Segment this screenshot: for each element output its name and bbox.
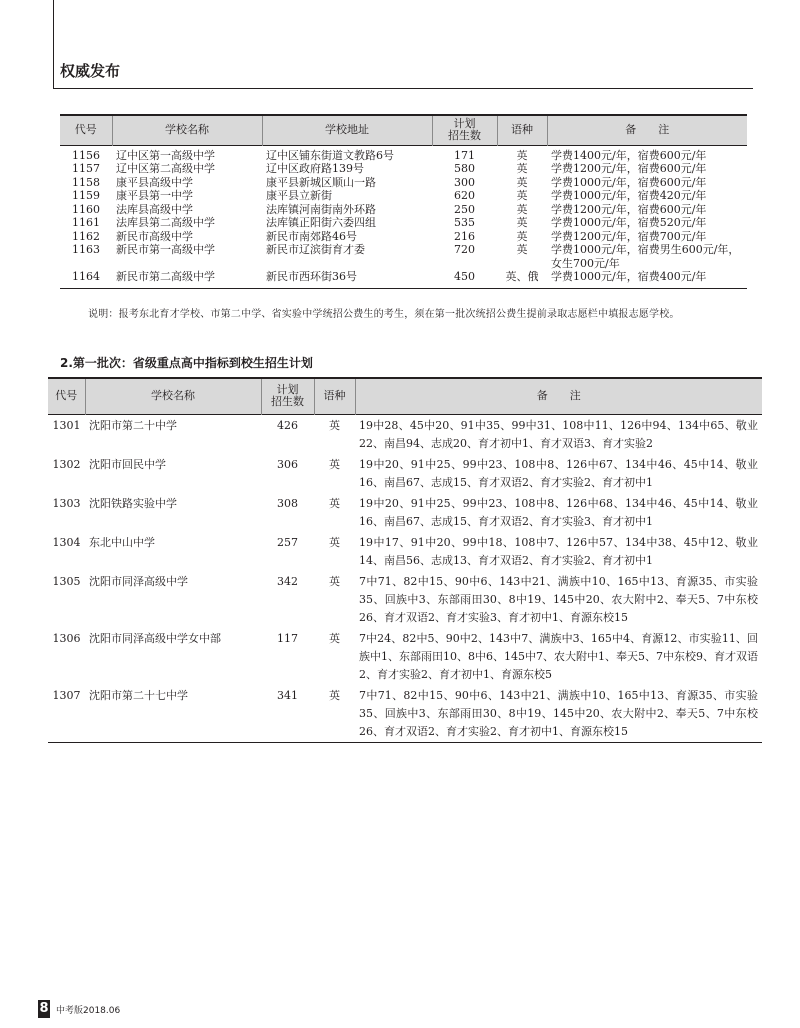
col-school-name: 学校名称	[85, 378, 261, 414]
cell-language: 英	[516, 229, 528, 243]
table-row	[60, 189, 747, 203]
cell-school-name: 新民市第二高级中学	[116, 270, 215, 283]
table-row	[60, 203, 747, 217]
cell-address: 法库镇河南街南外环路	[266, 202, 376, 216]
cell-remark: 19中20、91中25、99中23、108中8、126中68、134中46、45中14、敬业16、南昌67、志成15、育才双语2、育才实验3、育才初中1	[359, 496, 758, 528]
cell-school-name: 康平县高级中学	[116, 175, 193, 189]
table-row	[48, 414, 762, 454]
cell-language: 英	[516, 189, 528, 202]
cell-school-name: 新民市高级中学	[116, 229, 193, 243]
cell-language: 英	[516, 175, 528, 189]
cell-code: 1306	[52, 631, 81, 645]
col-remark: 备 注	[547, 115, 747, 145]
cell-code: 1164	[72, 270, 100, 283]
section-title: 权威发布	[60, 62, 121, 80]
cell-code: 1304	[52, 535, 81, 549]
cell-code: 1156	[72, 148, 100, 162]
cell-school-name: 沈阳市回民中学	[89, 457, 166, 471]
cell-language: 英	[516, 202, 528, 216]
cell-language: 英	[516, 162, 528, 175]
cell-remark: 学费1200元/年，宿费600元/年	[551, 162, 707, 175]
cell-quota: 535	[454, 216, 475, 229]
cell-remark: 学费1000元/年，宿费420元/年	[551, 189, 707, 202]
cell-quota: 306	[277, 457, 298, 471]
school-table-1	[60, 114, 747, 289]
cell-code: 1159	[72, 189, 100, 202]
cell-school-name: 沈阳铁路实验中学	[89, 496, 177, 510]
header-vertical-rule	[53, 0, 54, 88]
cell-code: 1157	[72, 162, 100, 175]
cell-code: 1158	[72, 175, 100, 189]
cell-remark: 学费1000元/年，宿费600元/年	[551, 175, 707, 189]
cell-address: 康平县立新街	[266, 189, 332, 202]
cell-remark: 学费1200元/年，宿费700元/年	[551, 229, 707, 243]
school-table-2	[48, 377, 762, 743]
cell-address: 新民市南郊路46号	[266, 229, 357, 243]
cell-quota: 216	[454, 229, 475, 243]
cell-school-name: 法库县高级中学	[116, 202, 193, 216]
col-quota: 计划 招生数	[432, 115, 497, 145]
cell-quota: 300	[454, 175, 475, 189]
cell-quota: 171	[454, 148, 475, 162]
table-row	[60, 270, 747, 288]
cell-quota: 308	[277, 496, 298, 510]
cell-quota: 720	[454, 243, 475, 256]
cell-language: 英、俄	[505, 270, 539, 283]
header-horizontal-rule	[53, 88, 753, 89]
cell-address: 新民市西环街36号	[266, 270, 357, 283]
cell-school-name: 沈阳市第二十七中学	[89, 688, 188, 702]
table-row	[48, 532, 762, 571]
cell-code: 1302	[52, 457, 81, 471]
cell-language: 英	[516, 148, 528, 162]
cell-address: 康平县新城区顺山一路	[266, 175, 376, 189]
cell-school-name: 沈阳市同泽高级中学	[89, 574, 188, 588]
cell-address: 新民市辽滨街育才委	[266, 243, 365, 256]
cell-address: 辽中区铺东街道文教路6号	[266, 148, 394, 162]
table-row	[60, 162, 747, 176]
cell-quota: 117	[277, 631, 298, 645]
col-remark: 备 注	[355, 378, 762, 414]
cell-language: 英	[516, 216, 528, 229]
cell-code: 1303	[52, 496, 81, 510]
table-row	[60, 216, 747, 230]
cell-address: 辽中区政府路139号	[266, 162, 364, 175]
col-address: 学校地址	[262, 115, 432, 145]
cell-code: 1301	[52, 418, 81, 432]
cell-remark: 学费1000元/年，宿费400元/年	[551, 270, 707, 283]
cell-school-name: 东北中山中学	[89, 535, 155, 549]
table-row	[48, 571, 762, 628]
table-row	[60, 145, 747, 162]
cell-remark: 7中71、82中15、90中6、143中21、满族中10、165中13、育源35、市实验35、回族中3、东部雨田30、8中19、145中20、农大附中2、奉天5、7中东校26、育才双语2、育才实验3、育才初中1、育源东校15	[359, 574, 758, 624]
cell-code: 1161	[72, 216, 100, 229]
cell-remark: 19中17、91中20、99中18、108中7、126中57、134中38、45中12、敬业14、南昌56、志成13、育才双语2、育才实验2、育才初中1	[359, 535, 758, 567]
table-row	[48, 454, 762, 493]
table-row	[60, 243, 747, 270]
table-row	[48, 493, 762, 532]
cell-code: 1305	[52, 574, 81, 588]
col-code: 代号	[60, 115, 112, 145]
cell-quota: 257	[277, 535, 298, 549]
cell-remark: 19中28、45中20、91中35、99中31、108中11、126中94、134中65、敬业22、南昌94、志成20、育才初中1、育才双语3、育才实验2	[359, 418, 758, 450]
col-language: 语种	[314, 378, 355, 414]
cell-school-name: 沈阳市第二十中学	[89, 418, 177, 432]
cell-school-name: 新民市第一高级中学	[116, 243, 215, 256]
cell-school-name: 辽中区第二高级中学	[116, 162, 215, 175]
cell-school-name: 康平县第一中学	[116, 189, 193, 202]
cell-language: 英	[516, 243, 528, 256]
cell-language: 英	[329, 496, 340, 510]
col-language: 语种	[497, 115, 547, 145]
cell-quota: 342	[277, 574, 298, 588]
col-school-name: 学校名称	[112, 115, 262, 145]
cell-remark: 学费1000元/年，宿费男生600元/年，女生700元/年	[551, 243, 740, 270]
cell-remark: 7中71、82中15、90中6、143中21、满族中10、165中13、育源35、市实验35、回族中3、东部雨田30、8中19、145中20、农大附中2、奉天5、7中东校26、育才双语2、育才实验2、育才初中1、育源东校15	[359, 688, 758, 738]
cell-address: 法库镇正阳街六委四组	[266, 216, 376, 229]
cell-language: 英	[329, 457, 340, 471]
cell-language: 英	[329, 574, 340, 588]
cell-language: 英	[329, 688, 340, 702]
table-row	[48, 628, 762, 685]
table-row	[48, 685, 762, 743]
cell-remark: 7中24、82中5、90中2、143中7、满族中3、165中4、育源12、市实验11、回族中1、东部雨田10、8中6、145中7、农大附中1、奉天5、7中东校9、育才双语2、育才实验2、育才初中1、育源东校5	[359, 631, 758, 681]
col-code: 代号	[48, 378, 85, 414]
cell-code: 1307	[52, 688, 81, 702]
page-number: 8	[39, 1001, 49, 1016]
cell-quota: 450	[454, 270, 475, 283]
cell-school-name: 辽中区第一高级中学	[116, 148, 215, 162]
table-row	[60, 176, 747, 190]
cell-code: 1163	[72, 243, 100, 256]
cell-quota: 341	[277, 688, 298, 702]
subsection-title: 2.第一批次：省级重点高中指标到校生招生计划	[60, 356, 313, 370]
cell-school-name: 沈阳市同泽高级中学女中部	[89, 631, 221, 645]
publication-label: 中考版2018.06	[56, 1006, 121, 1016]
cell-code: 1160	[72, 202, 100, 216]
cell-remark: 学费1200元/年，宿费600元/年	[551, 202, 707, 216]
cell-remark: 学费1400元/年，宿费600元/年	[551, 148, 707, 162]
cell-quota: 250	[454, 202, 475, 216]
cell-school-name: 法库县第二高级中学	[116, 216, 215, 229]
col-quota: 计划 招生数	[261, 378, 314, 414]
cell-remark: 19中20、91中25、99中23、108中8、126中67、134中46、45中14、敬业16、南昌67、志成15、育才双语2、育才实验2、育才初中1	[359, 457, 758, 489]
note-text: 说明：报考东北育才学校、市第二中学、省实验中学统招公费生的考生，须在第一批次统招公费生提前录取志愿栏中填报志愿学校。	[88, 309, 680, 320]
cell-quota: 426	[277, 418, 298, 432]
cell-language: 英	[329, 631, 340, 645]
table-row	[60, 230, 747, 244]
table-header-row	[48, 378, 762, 414]
cell-language: 英	[329, 535, 340, 549]
cell-code: 1162	[72, 229, 100, 243]
cell-language: 英	[329, 418, 340, 432]
table-header-row	[60, 115, 747, 145]
cell-quota: 620	[454, 189, 475, 202]
cell-remark: 学费1000元/年，宿费520元/年	[551, 216, 707, 229]
cell-quota: 580	[454, 162, 475, 175]
